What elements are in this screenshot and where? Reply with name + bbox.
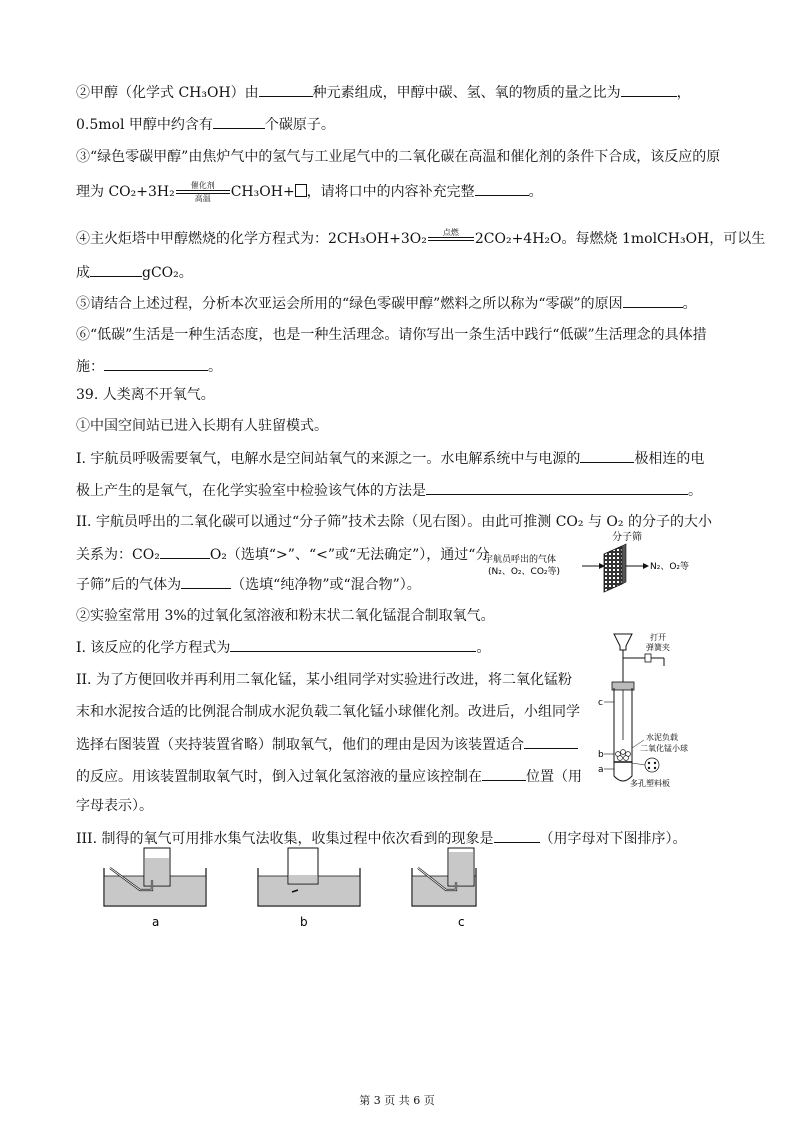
q39-1-I: I. 宇航员呼吸需要氧气，电解水是空间站氧气的来源之一。水电解系统中与电源的 极相连的电 xyxy=(76,448,704,469)
q39-2-II-cont: 末和水泥按合适的比例混合制成水泥负载二氧化锰小球催化剂。改进后，小组同学 xyxy=(76,704,580,720)
spring-clip[interactable] xyxy=(645,654,651,662)
open-label: 打开 xyxy=(650,633,666,642)
answer-blank[interactable] xyxy=(494,828,540,843)
answer-blank[interactable] xyxy=(621,82,677,97)
para-low-carbon-answer: 施： 。 xyxy=(76,356,222,377)
answer-blank[interactable] xyxy=(623,293,683,308)
collection-setup-b xyxy=(258,848,360,929)
answer-blank[interactable] xyxy=(524,734,578,749)
svg-text:二氧化锰小球: 二氧化锰小球 xyxy=(640,744,688,753)
q39-part2: ②实验室常用 3%的过氧化氢溶液和粉末状二氧化锰混合制取氧气。 xyxy=(76,608,495,624)
svg-text:多孔塑料板: 多孔塑料板 xyxy=(630,779,670,788)
missing-product-box[interactable] xyxy=(295,184,307,197)
svg-text:c: c xyxy=(598,698,603,708)
answer-blank[interactable] xyxy=(181,574,231,589)
question-39-title: 39. 人类离不开氧气。 xyxy=(76,387,215,403)
plate-zoom-circle xyxy=(645,758,659,772)
figure-label-a: a xyxy=(152,915,160,929)
svg-text:a: a xyxy=(598,765,604,775)
q39-2-II-cont2: 选择右图装置（夹持装置省略）制取氧气，他们的理由是因为该装置适合 xyxy=(76,734,578,755)
para-synthesis-equation: 理为 CO₂+3H₂ 催化剂 高温 CH₃OH+ ，请将口中的内容补充完整 。 xyxy=(76,181,543,203)
q39-2-II-cont4: 字母表示）。 xyxy=(76,798,153,814)
sieve-input-gases: (N₂、O₂、CO₂等) xyxy=(488,567,561,577)
answer-blank[interactable] xyxy=(160,544,210,559)
reaction-arrow: 催化剂 高温 xyxy=(176,181,230,203)
para-combustion: ④主火炬塔中甲醇燃烧的化学方程式为：2CH₃OH+3O₂ 点燃 2CO₂+4H₂O。每燃烧 1molCH₃OH，可以生 xyxy=(76,228,765,250)
page-footer: 第 3 页 共 6 页 xyxy=(359,1094,435,1107)
stopper xyxy=(612,682,634,690)
q39-1-II-cont2: 子筛”后的气体为 （选填“纯净物”或“混合物”）。 xyxy=(76,574,421,595)
para-low-carbon: ⑥“低碳”生活是一种生活态度，也是一种生活理念。请你写出一条生活中践行“低碳”生活理念的具体措 xyxy=(76,327,707,343)
figure-label-b: b xyxy=(300,915,308,929)
q39-2-III: III. 制得的氧气可用排水集气法收集，收集过程中依次看到的现象是 （用字母对下图排序）。 xyxy=(76,828,687,849)
answer-blank[interactable] xyxy=(259,82,313,97)
para-methanol-composition: ②甲醇（化学式 CH₃OH）由 种元素组成，甲醇中碳、氢、氧的物质的量之比为 ， xyxy=(76,82,691,103)
answer-blank[interactable] xyxy=(104,356,208,371)
answer-blank[interactable] xyxy=(580,448,634,463)
funnel xyxy=(614,634,632,650)
q39-part1: ①中国空间站已进入长期有人驻留模式。 xyxy=(76,418,328,434)
answer-blank[interactable] xyxy=(230,637,476,652)
para-combustion-mass: 成 gCO₂。 xyxy=(76,262,193,283)
q39-2-II: II. 为了方便回收并再利用二氧化锰，某小组同学对实验进行改进，将二氧化锰粉 xyxy=(76,672,572,688)
molecular-sieve-figure xyxy=(484,528,716,600)
reaction-arrow: 点燃 xyxy=(428,228,474,250)
q39-1-II-cont: 关系为：CO₂ O₂（选填“>”、“<”或“无法确定”），通过“分 xyxy=(76,544,489,565)
answer-blank[interactable] xyxy=(90,262,142,277)
sieve-mesh xyxy=(604,546,622,592)
apparatus-figure xyxy=(590,630,710,792)
svg-text:水泥负载: 水泥负载 xyxy=(646,733,678,742)
collection-setup-a xyxy=(104,848,206,929)
para-synthesis: ③“绿色零碳甲醇”由焦炉气中的氢气与工业尾气中的二氧化碳在高温和催化剂的条件下合成，该反应的原 xyxy=(76,149,721,165)
para-methanol-atoms: 0.5mol 甲醇中约含有 个碳原子。 xyxy=(76,114,335,135)
para-zero-carbon: ⑤请结合上述过程，分析本次亚运会所用的“绿色零碳甲醇”燃料之所以称为“零碳”的原因 。 xyxy=(76,293,697,314)
collection-setup-c xyxy=(412,848,476,929)
q39-2-I: I. 该反应的化学方程式为 。 xyxy=(76,637,490,658)
q39-2-II-cont3: 的反应。用该装置制取氧气时，倒入过氧化氢溶液的量应该控制在 位置（用 xyxy=(76,766,582,787)
q39-1-II: II. 宇航员呼出的二氧化碳可以通过“分子筛”技术去除（见右图）。由此可推测 CO₂ 与 O₂ 的分子的大小 xyxy=(76,514,712,530)
figure-label-c: c xyxy=(458,915,465,929)
sieve-title: 分子筛 xyxy=(612,532,642,543)
answer-blank[interactable] xyxy=(426,480,688,495)
answer-blank[interactable] xyxy=(213,114,265,129)
answer-blank[interactable] xyxy=(475,181,529,196)
svg-text:b: b xyxy=(598,750,604,760)
sieve-input-label: 宇航员呼出的气体 xyxy=(484,555,557,565)
gas-collection-figures xyxy=(100,846,480,932)
clip-label: 弹簧夹 xyxy=(646,643,670,652)
sieve-output-gases: N₂、O₂等 xyxy=(650,562,690,572)
q39-1-I-cont: 极上产生的是氧气，在化学实验室中检验该气体的方法是 。 xyxy=(76,480,702,501)
answer-blank[interactable] xyxy=(482,766,526,781)
